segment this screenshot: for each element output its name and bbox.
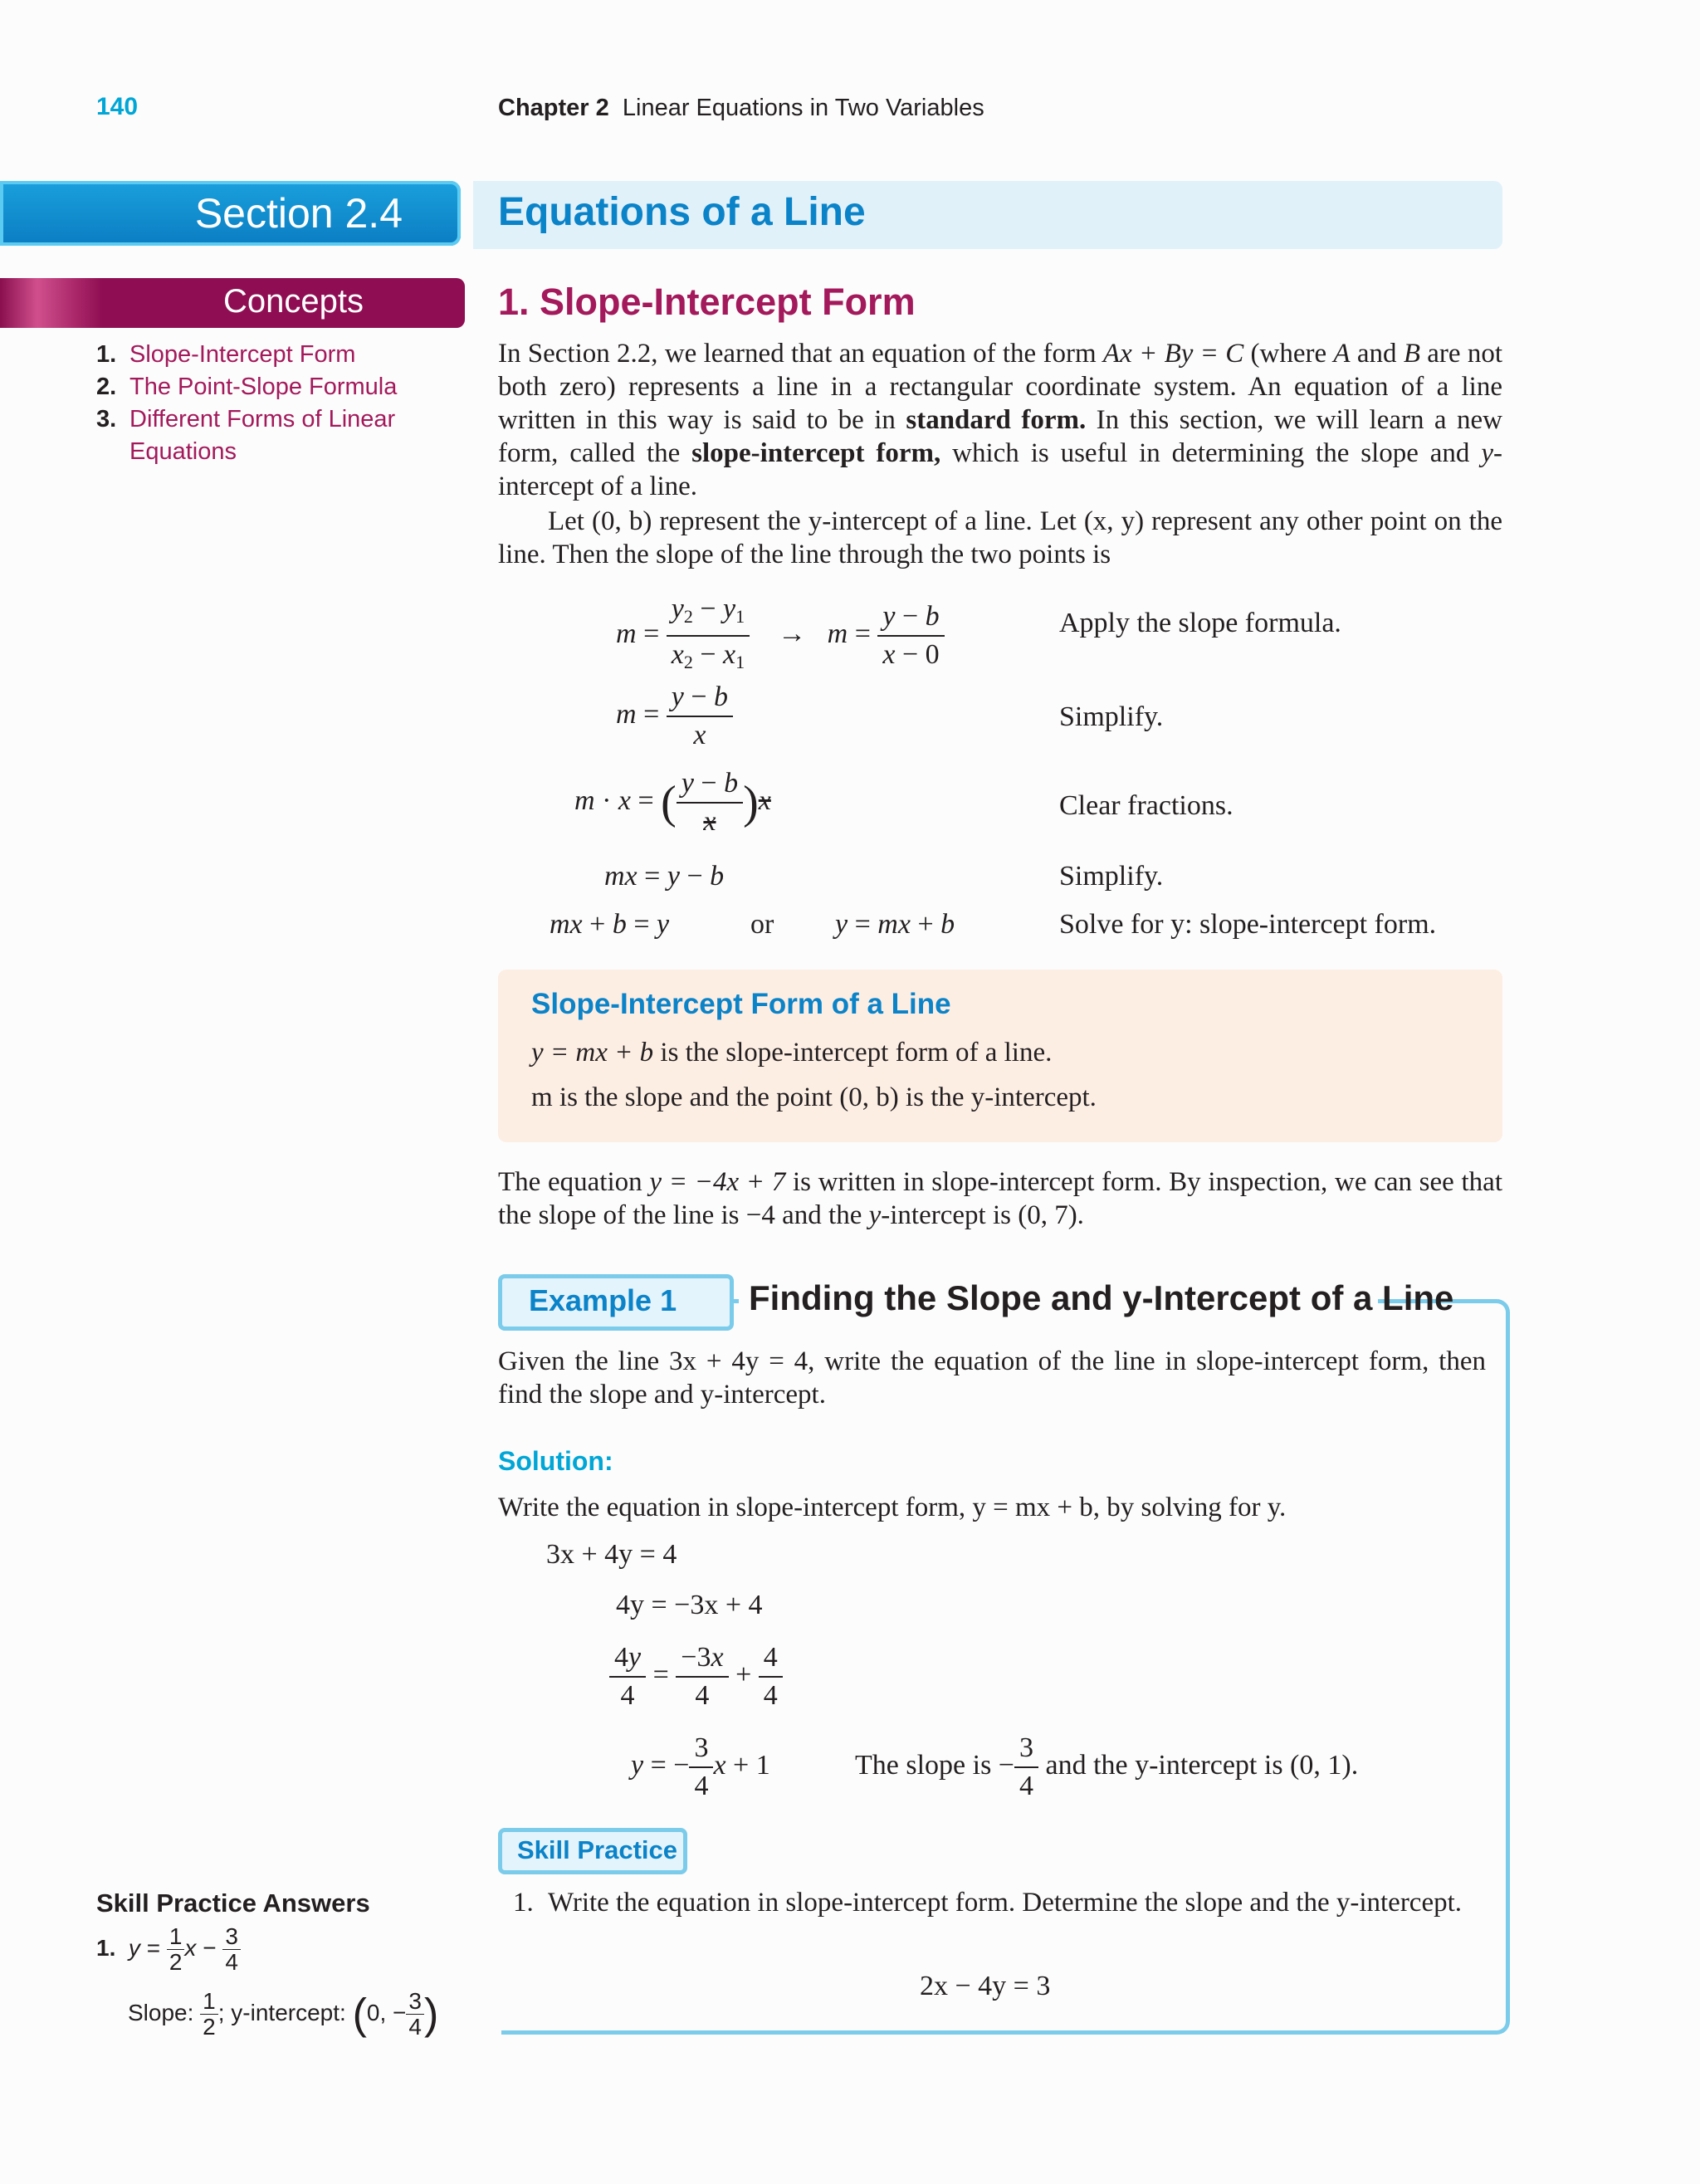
- solution-label: Solution:: [498, 1446, 613, 1476]
- example-title: Finding the Slope and y-Intercept of a Line: [749, 1278, 1454, 1317]
- definition-line-2: m is the slope and the point (0, b) is the y-intercept.: [531, 1082, 1097, 1112]
- concept-item[interactable]: 2. The Point-Slope Formula: [96, 374, 398, 400]
- chapter-title: Linear Equations in Two Variables: [622, 95, 984, 121]
- section-label: Section 2.4: [194, 190, 403, 237]
- eq-clear-fractions: m · x = ( $\frac{y - b}{x}$ )x: [574, 765, 771, 840]
- concept-list: [96, 339, 428, 468]
- answer-slope-intercept: Slope: $\frac{1}{2}$ ; y-intercept: (0, − $\frac{3}{4}$ ): [128, 1988, 439, 2040]
- answers-heading: Skill Practice Answers: [96, 1888, 370, 1918]
- example-step-3: $\frac{4y}{4}$ = $\frac{-3x}{4}$ + $\frac{4}{4}$: [609, 1639, 783, 1714]
- section-title: Equations of a Line: [498, 190, 866, 234]
- example-step-4: y = − $\frac{3}{4}$ x + 1: [631, 1730, 770, 1805]
- concept-item[interactable]: 1. Slope-Intercept Form: [96, 341, 356, 368]
- inspection-paragraph: The equation y = −4x + 7 is written in slope-intercept form. By inspection, we can see that the slope of the line is −4 and the y-intercept is (0, 7).: [498, 1167, 1502, 1230]
- example-problem: Given the line 3x + 4y = 4, write the equation of the line in slope-intercept form, then find the slope and y-intercept.: [498, 1346, 1486, 1410]
- eq-slope-intercept: y = mx + b: [835, 909, 955, 940]
- step-note: Apply the slope formula.: [1059, 608, 1341, 638]
- derivation-intro: Let (0, b) represent the y-intercept of a line. Let (x, y) represent any other point on the line. Then the slope of the line through the two points is: [498, 506, 1502, 569]
- solution-intro: Write the equation in slope-intercept form, y = mx + b, by solving for y.: [498, 1493, 1287, 1522]
- concept-item[interactable]: 3. Different Forms of Linear Equations: [96, 406, 396, 465]
- answer-equation: 1. y = $\frac{1}{2}$ x − $\frac{3}{4}$: [96, 1924, 241, 1975]
- definition-title: Slope-Intercept Form of a Line: [531, 988, 951, 1020]
- definition-line-1: y = mx + b is the slope-intercept form of a line.: [531, 1038, 1053, 1068]
- chapter-label: Chapter 2: [498, 95, 609, 121]
- eq-mx: mx = y − b: [604, 861, 725, 892]
- concepts-heading: Concepts: [223, 283, 364, 320]
- step-note: Simplify.: [1059, 861, 1164, 892]
- topic-heading: 1. Slope-Intercept Form: [498, 281, 916, 323]
- section-tab: [0, 181, 461, 246]
- example-step-2: 4y = −3x + 4: [616, 1590, 763, 1620]
- example-conclusion: The slope is − $\frac{3}{4}$ and the y-intercept is (0, 1).: [855, 1730, 1358, 1805]
- eq-slope-formula: m = $\frac{y_2 - y_1}{x_2 - x_1}$ → m = $\frac{y - b}{x - 0}$: [616, 591, 945, 681]
- step-note: Simplify.: [1059, 701, 1164, 732]
- eq-solve-y: mx + b = y: [550, 909, 670, 940]
- page-number: 140: [96, 93, 139, 120]
- intro-paragraph: In Section 2.2, we learned that an equation of the form Ax + By = C (where A and B are not both zero) represents a line in a rectangular coordinate system. An equation of a line written in this way is said to be in standard form. In this section, we will learn a new form, called the slope-intercept form, which is useful in determining the slope and y-intercept of a line.: [498, 339, 1503, 501]
- step-note: Solve for y: slope-intercept form.: [1059, 909, 1437, 940]
- skill-practice-equation: 2x − 4y = 3: [920, 1971, 1051, 2001]
- eq-simplify: m = $\frac{y - b}{x}$: [616, 679, 733, 754]
- skill-practice-problem: 1. Write the equation in slope-intercept form. Determine the slope and the y-intercept.: [513, 1888, 1463, 1918]
- example-step-1: 3x + 4y = 4: [546, 1539, 677, 1570]
- concepts-tab: [0, 278, 465, 328]
- example-badge: Example 1: [498, 1274, 734, 1331]
- running-header: [498, 95, 984, 122]
- or-word: or: [750, 909, 774, 940]
- skill-practice-badge: Skill Practice: [498, 1828, 687, 1874]
- step-note: Clear fractions.: [1059, 790, 1233, 821]
